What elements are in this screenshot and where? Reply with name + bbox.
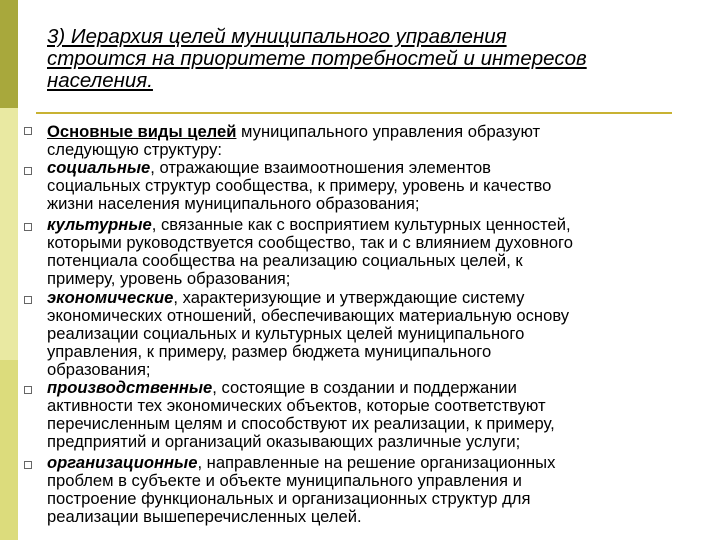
list-item-cultural bbox=[47, 216, 707, 288]
slide-title bbox=[47, 26, 687, 92]
item-keyword: организационные bbox=[47, 453, 198, 472]
item-line: образования; bbox=[47, 359, 151, 379]
item-line: социальных структур сообщества, к примеру, уровень и качество bbox=[47, 175, 552, 195]
item-text: , отражающие взаимоотношения элементов bbox=[150, 158, 491, 177]
item-line: примеру, уровень образования; bbox=[47, 268, 291, 288]
item-keyword: культурные bbox=[47, 215, 152, 234]
item-line: проблем в субъекте и объекте муниципального управления и bbox=[47, 470, 522, 490]
item-line: жизни населения муниципального образования; bbox=[47, 193, 420, 213]
item-line: реализации вышеперечисленных целей. bbox=[47, 506, 362, 526]
item-keyword: Основные виды целей bbox=[47, 122, 237, 141]
item-text: , состоящие в создании и поддержании bbox=[212, 378, 517, 397]
list-item-organizational bbox=[47, 454, 707, 526]
bullet-icon bbox=[24, 461, 32, 469]
item-line: экономических отношений, обеспечивающих материальную основу bbox=[47, 305, 570, 325]
title-divider bbox=[36, 112, 672, 114]
bullet-icon bbox=[24, 223, 32, 231]
side-decor-band bbox=[0, 0, 18, 540]
item-line: построение функциональных и организационных структур для bbox=[47, 488, 531, 508]
bullet-icon bbox=[24, 167, 32, 175]
side-band-middle bbox=[0, 108, 18, 360]
item-line: которыми руководствуется сообщество, так и с влиянием духовного bbox=[47, 232, 573, 252]
list-item-production bbox=[47, 379, 707, 451]
bullet-icon bbox=[24, 127, 32, 135]
title-line-2: строится на приоритете потребностей и интересов bbox=[47, 47, 587, 70]
title-line-1: 3) Иерархия целей муниципального управления bbox=[47, 25, 507, 48]
item-text: , направленные на решение организационных bbox=[197, 453, 556, 472]
item-keyword: экономические bbox=[47, 288, 174, 307]
side-band-top bbox=[0, 0, 18, 108]
item-line: управления, к примеру, размер бюджета муниципального bbox=[47, 341, 492, 361]
item-text: , характеризующие и утверждающие систему bbox=[173, 288, 525, 307]
list-item-social bbox=[47, 159, 707, 213]
bullet-icon bbox=[24, 386, 32, 394]
item-text: муниципального управления образуют bbox=[236, 122, 541, 141]
item-keyword: производственные bbox=[47, 378, 213, 397]
item-line: реализации социальных и культурных целей муниципального bbox=[47, 323, 525, 343]
item-line: активности тех экономических объектов, которые соответствуют bbox=[47, 395, 546, 415]
item-line: потенциала сообщества на реализацию социальных целей, к bbox=[47, 250, 523, 270]
item-text: , связанные как с восприятием культурных ценностей, bbox=[151, 215, 571, 234]
side-band-bottom bbox=[0, 360, 18, 540]
item-line: перечисленным целям и способствуют их реализации, к примеру, bbox=[47, 413, 555, 433]
item-line: предприятий и организаций оказывающих различные услуги; bbox=[47, 431, 521, 451]
title-line-3: населения. bbox=[47, 69, 153, 92]
item-line: следующую структуру: bbox=[47, 139, 222, 159]
item-keyword: социальные bbox=[47, 158, 151, 177]
list-item-economic bbox=[47, 289, 707, 379]
list-item-structure bbox=[47, 123, 707, 159]
bullet-icon bbox=[24, 296, 32, 304]
